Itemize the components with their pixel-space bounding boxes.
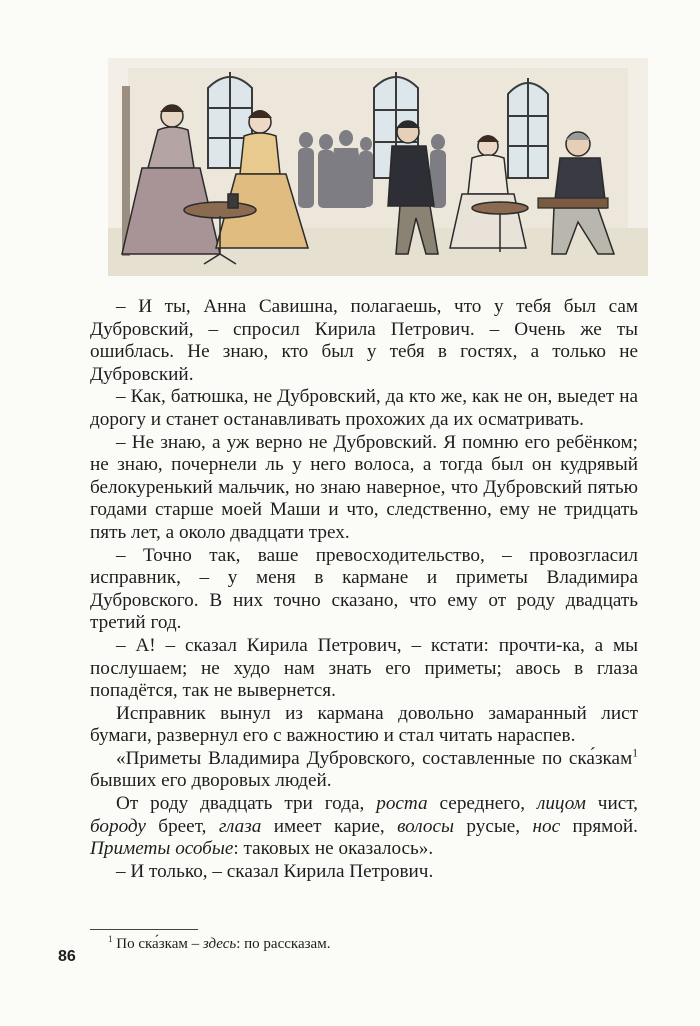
signs-text: бреет, (145, 815, 219, 837)
window-right (508, 78, 548, 178)
signs-italic: бороду (90, 815, 146, 837)
signs-text: имеет карие, (261, 815, 398, 837)
paragraph: – И ты, Анна Савишна, полагаешь, что у тебя был сам Дубровский, – спросил Кирила Петрович. – Очень же ты ошиблась. Не знаю, кто был у тебя в гостях, а только не Дубровский. (90, 296, 638, 385)
illustration (108, 58, 648, 276)
quote-paragraph (90, 748, 638, 793)
signs-text: : таковых не оказалось». (233, 838, 434, 860)
paragraph: – Как, батюшка, не Дубровский, да кто же, как не он, выедет на дорогу и станет останавливать прохожих да их осматривать. (90, 386, 638, 430)
signs-italic: глаза (218, 815, 262, 837)
paragraph: Исправник вынул из кармана довольно замаранный лист бумаги, развернул его с важностию и стал читать нараспев. (90, 702, 638, 747)
paragraph: – И только, – сказал Кирила Петрович. (116, 860, 434, 882)
signs-italic: роста (376, 793, 428, 815)
paragraph: – А! – сказал Кирила Петрович, – кстати: прочти-ка, а мы послушаем; не худо нам знать его приметы; авось в глаза попадётся, так не вывернется. (90, 634, 638, 702)
footnote (108, 935, 330, 953)
signs-text: чист, (585, 793, 638, 815)
footnote-text: По ска́зкам – (112, 936, 203, 952)
footnote-mark: 1 (632, 747, 638, 760)
signs-italic: нос (532, 815, 561, 837)
signs-italic: лицом (536, 793, 586, 815)
quote-text: бывших его дворовых людей. (90, 770, 332, 792)
signs-italic: волосы (397, 815, 454, 837)
signs-text: прямой. (560, 815, 638, 837)
signs-paragraph (90, 793, 638, 861)
signs-text: От роду двадцать три года, (116, 793, 377, 815)
body-text (90, 296, 638, 883)
paragraph: – Не знаю, а уж верно не Дубровский. Я помню его ребёнком; не знаю, почернели ль у него волоса, а тогда был он кудрявый белокуренький мальчик, но знаю наверное, что Дубровский пятью годами старше моей Маши и что, следственно, ему не тридцать пять лет, а около двадцати трех. (90, 431, 638, 543)
signs-italic: Приметы особые (90, 838, 234, 860)
page-number: 86 (58, 948, 76, 965)
paragraph: – Точно так, ваше превосходительство, – провозгласил исправник, – у меня в кармане и приметы Владимира Дубровского. В них точно сказано, что ему от роду двадцать третий год. (90, 544, 638, 634)
footnote-text: : по рассказам. (236, 936, 331, 952)
quote-text: «Приметы Владимира Дубровского, составленные по ска́зкам (116, 747, 633, 769)
footnote-italic: здесь (202, 936, 237, 952)
signs-text: середнего, (427, 793, 537, 815)
signs-text: русые, (454, 815, 533, 837)
footnote-number: 1 (108, 934, 113, 944)
footnote-divider (90, 929, 198, 930)
